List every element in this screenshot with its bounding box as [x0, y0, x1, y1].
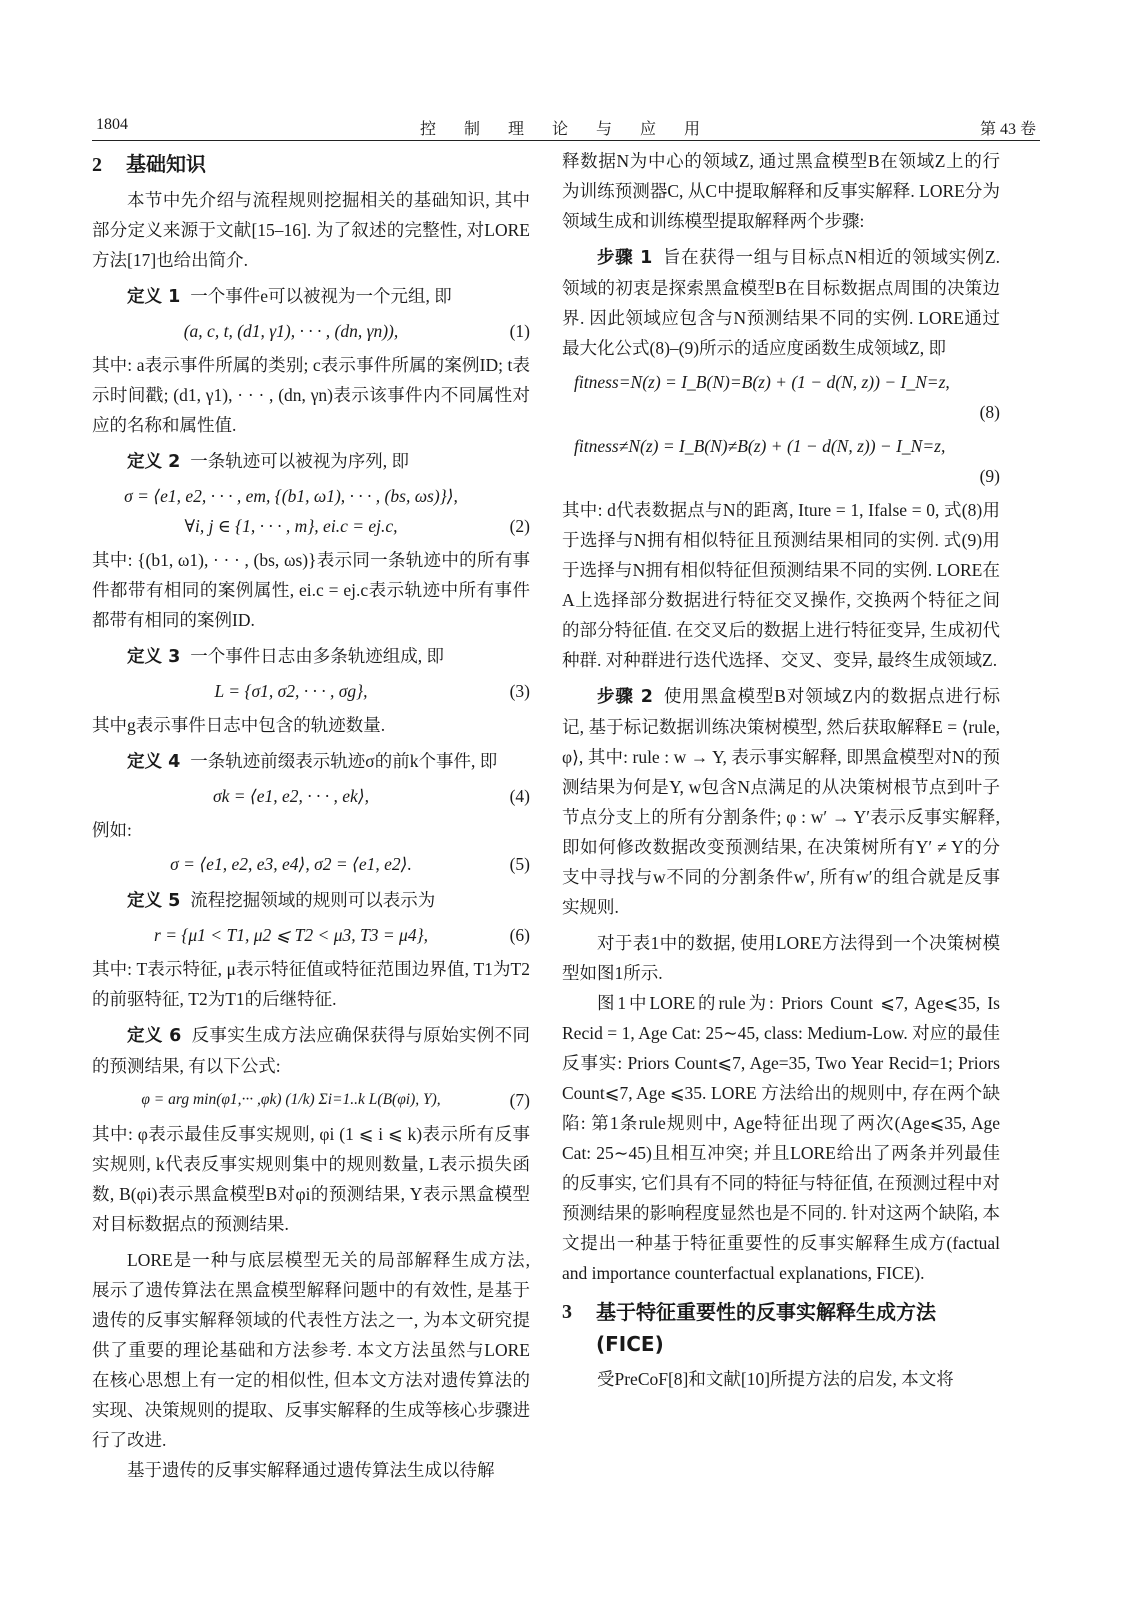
equation-4	[92, 781, 530, 811]
definition-5	[92, 885, 530, 916]
equation-body: r = {μ1 < T1, μ2 ⩽ T2 < μ3, T3 = μ4},	[154, 925, 428, 945]
intro-paragraph: 本节中先介绍与流程规则挖掘相关的基础知识, 其中部分定义来源于文献[15–16]. 为了叙述的完整性, 对LORE方法[17]也给出简介.	[92, 190, 530, 270]
section-2-heading	[92, 148, 530, 181]
page-number: 1804	[96, 116, 128, 133]
equation-2	[92, 481, 530, 541]
definition-text: 反事实生成方法应确保获得与原始实例不同的预测结果, 有以下公式:	[92, 1025, 530, 1076]
definition-explanation: 其中g表示事件日志中包含的轨迹数量.	[92, 715, 386, 735]
equation-number: (6)	[509, 925, 530, 945]
equation-6	[92, 920, 530, 950]
equation-8	[562, 367, 1000, 427]
equation-number: (8)	[979, 402, 1000, 422]
equation-number: (4)	[509, 786, 530, 806]
definition-text: 一个事件e可以被视为一个元组, 即	[190, 286, 452, 306]
running-header	[92, 112, 1040, 141]
equation-body: L = {σ1, σ2, · · · , σg},	[214, 681, 368, 701]
step-label: 步骤 2	[597, 687, 653, 707]
equation-7	[92, 1085, 530, 1115]
section-3-heading	[562, 1296, 1000, 1360]
definition-label: 定义 3	[127, 647, 181, 667]
continued-paragraph: 释数据N为中心的领域Z, 通过黑盒模型B在领域Z上的行为训练预测器C, 从C中提取解释和反事实解释. LORE分为领域生成和训练模型提取解释两个步骤:	[562, 151, 1000, 231]
step-2	[562, 681, 1000, 922]
equation-number: (1)	[509, 321, 530, 341]
volume-label: 第 43 卷	[979, 121, 1036, 138]
definition-label: 定义 2	[127, 452, 181, 472]
equation-3	[92, 676, 530, 706]
step-text: 旨在获得一组与目标点N相近的领域实例Z. 领域的初衷是探索黑盒模型B在目标数据点周围的决策边界. 因此领域应包含与N预测结果不同的实例. LORE通过最大化公式(8)–(9)所示的适应度函数生成领域Z, 即	[562, 247, 1000, 358]
equation-body: fitness=N(z) = I_B(N)=B(z) + (1 − d(N, z)) − I_N=z,	[574, 372, 950, 392]
equation-1	[92, 316, 530, 346]
section-title: 基于特征重要性的反事实解释生成方法(FICE)	[596, 1300, 936, 1356]
equation-number: (9)	[979, 466, 1000, 486]
section-number: 3	[562, 1301, 572, 1323]
lore-paragraph: LORE是一种与底层模型无关的局部解释生成方法, 展示了遗传算法在黑盒模型解释问题中的有效性, 是基于遗传的反事实解释领域的代表性方法之一, 为本文研究提供了重要的理论基础和方法参考. 本文方法虽然与LORE在核心思想上有一定的相似性, 但本文方法对遗传算法的实现、决策规则的提取、反事实解释的生成等核心步骤进行了改进.	[92, 1250, 530, 1450]
step-explanation: 其中: d代表数据点与N的距离, Iture = 1, Ifalse = 0, 式(8)用于选择与N拥有相似特征且预测结果相同的实例. 式(9)用于选择与N拥有相似特征但预测结果不同的实例. LORE在A上选择部分数据进行特征交叉操作, 交换两个特征之间的部分特征值. 在交叉后的数据上进行特征变异, 生成初代种群. 对种群进行迭代选择、交叉、变异, 最终生成领域Z.	[562, 500, 1000, 670]
equation-number: (7)	[509, 1090, 530, 1110]
definition-explanation: 其中: a表示事件所属的类别; c表示事件所属的案例ID; t表示时间戳; (d1, γ1), · · · , (dn, γn)表示该事件内不同属性对应的名称和属性值.	[92, 355, 530, 435]
definition-6	[92, 1020, 530, 1081]
definition-explanation: 其中: φ表示最佳反事实规则, φi (1 ⩽ i ⩽ k)表示所有反事实规则, k代表反事实规则集中的规则数量, L表示损失函数, B(φi)表示黑盒模型B对φi的预测结果, Y表示黑盒模型对目标数据点的预测结果.	[92, 1124, 530, 1234]
genetic-paragraph: 基于遗传的反事实解释通过遗传算法生成以待解	[127, 1460, 495, 1480]
step-label: 步骤 1	[597, 248, 653, 268]
last-paragraph: 受PreCoF[8]和文献[10]所提方法的启发, 本文将	[597, 1369, 954, 1389]
equation-body: (a, c, t, (d1, γ1), · · · , (dn, γn)),	[183, 321, 399, 341]
equation-body: φ = arg min(φ1,··· ,φk) (1/k) Σi=1..k L(B(φi), Y),	[141, 1091, 441, 1108]
equation-5	[92, 849, 530, 879]
definition-2	[92, 446, 530, 477]
table-paragraph: 对于表1中的数据, 使用LORE方法得到一个决策树模型如图1所示.	[562, 933, 1000, 983]
definition-text: 流程挖掘领域的规则可以表示为	[190, 890, 436, 910]
definition-4	[92, 746, 530, 777]
equation-body: σk = ⟨e1, e2, · · · , ek⟩,	[212, 786, 370, 806]
rule-paragraph: 图1中LORE的rule为: Priors Count ⩽7, Age⩽35, Is Recid = 1, Age Cat: 25∼45, class: Medium-Low. 对应的最佳反事实: Priors Count⩽7, Age=35, Two Year Recid=1; Priors Count⩽7, Age ⩽35. LORE 方法给出的规则中, 存在两个缺陷: 第1条rule规则中, Age特征出现了两次(Age⩽35, Age Cat: 25∼45)且相互冲突; 并且LORE给出了两条并列最佳的反事实, 它们具有不同的特征与特征值, 在预测过程中对预测结果的影响程度显然也是不同的. 针对这两个缺陷, 本文提出一种基于特征重要性的反事实解释生成方(factual and importance counterfactual explanations, FICE).	[562, 993, 1000, 1283]
definition-text: 一条轨迹前缀表示轨迹σ的前k个事件, 即	[190, 751, 498, 771]
equation-body: σ = ⟨e1, e2, · · · , em, {(b1, ω1), · · · , (bs, ωs)}⟩,	[124, 486, 458, 506]
definition-label: 定义 5	[127, 891, 181, 911]
equation-body: σ = ⟨e1, e2, e3, e4⟩, σ2 = ⟨e1, e2⟩.	[170, 854, 412, 874]
equation-number: (5)	[509, 854, 530, 874]
equation-number: (2)	[509, 516, 530, 536]
step-text: 使用黑盒模型B对领域Z内的数据点进行标记, 基于标记数据训练决策树模型, 然后获取解释E = ⟨rule, φ⟩, 其中: rule : w → Y, 表示事实解释, 即黑盒模型对N的预测结果为何是Y, w包含N点满足的从决策树根节点到叶子节点分支上的所有分割条件; φ : w′ → Y′表示反事实解释, 即如何修改数据改变预测结果, 在决策树所有Y′ ≠ Y的分支中寻找与w不同的分割条件w′, 所有w′的组合就是反事实规则.	[562, 686, 1000, 917]
equation-body: ∀i, j ∈ {1, · · · , m}, ei.c = ej.c,	[184, 516, 398, 536]
definition-label: 定义 4	[127, 752, 181, 772]
definition-text: 一个事件日志由多条轨迹组成, 即	[190, 646, 445, 666]
definition-3	[92, 641, 530, 672]
definition-explanation: 其中: {(b1, ω1), · · · , (bs, ωs)}表示同一条轨迹中的所有事件都带有相同的案例属性, ei.c = ej.c表示轨迹中所有事件都带有相同的案例ID.	[92, 550, 530, 630]
step-1	[562, 242, 1000, 363]
section-number: 2	[92, 154, 102, 176]
right-column	[562, 146, 1000, 1394]
equation-9	[562, 431, 1000, 491]
definition-text: 一条轨迹可以被视为序列, 即	[190, 451, 410, 471]
definition-label: 定义 6	[127, 1026, 182, 1046]
left-column	[92, 146, 530, 1485]
journal-title: 控 制 理 论 与 应 用	[419, 121, 712, 138]
equation-number: (3)	[509, 681, 530, 701]
equation-body: fitness≠N(z) = I_B(N)≠B(z) + (1 − d(N, z)) − I_N=z,	[574, 436, 946, 456]
example-label: 例如:	[92, 820, 132, 840]
definition-1	[92, 281, 530, 312]
definition-label: 定义 1	[127, 287, 181, 307]
definition-explanation: 其中: T表示特征, μ表示特征值或特征范围边界值, T1为T2的前驱特征, T2为T1的后继特征.	[92, 959, 530, 1009]
section-title: 基础知识	[126, 152, 206, 176]
